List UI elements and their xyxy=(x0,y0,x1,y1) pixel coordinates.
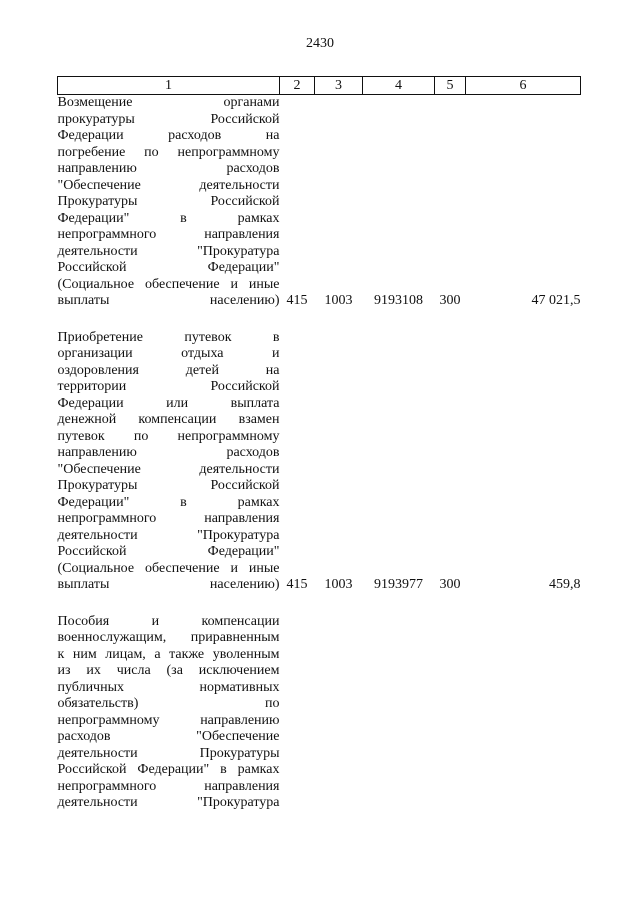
description-line: (Социальное обеспечение и иные xyxy=(57,276,280,292)
row-ministry-code: 415 xyxy=(286,293,308,308)
description-line: "Обеспечение деятельности xyxy=(57,461,280,477)
description-line: Федерации" в рамках xyxy=(57,210,280,226)
description-line: выплаты населению) xyxy=(57,293,280,308)
description-line: прокуратуры Российской xyxy=(57,111,280,127)
column-header-expense-type: 5 xyxy=(435,77,466,95)
budget-table xyxy=(57,76,581,812)
row-target-code: 9193977 xyxy=(374,577,423,592)
row-description xyxy=(58,614,280,812)
description-line: "Обеспечение деятельности xyxy=(57,177,280,193)
table-row xyxy=(58,95,581,330)
row-section-code xyxy=(315,614,363,812)
description-line: Прокуратуры Российской xyxy=(57,478,280,493)
row-description xyxy=(58,95,280,330)
column-header-section: 3 xyxy=(315,77,363,95)
row-amount: 459,8 xyxy=(549,577,581,592)
description-line: организации отдыха и xyxy=(57,346,280,361)
description-line: погребение по непрограммному xyxy=(57,144,280,160)
row-ministry-code: 415 xyxy=(286,577,308,592)
description-line: Федерации" в рамках xyxy=(57,494,280,510)
description-line: Приобретение путевок в xyxy=(57,329,280,345)
description-line: (Социальное обеспечение и иные xyxy=(57,560,280,576)
table-row xyxy=(58,330,581,614)
description-line: из их числа (за исключением xyxy=(57,663,280,678)
description-line: оздоровления детей на xyxy=(57,362,280,378)
description-line: обязательств) по xyxy=(57,696,280,711)
description-line: Российской Федерации" в рамках xyxy=(57,762,280,777)
description-line: территории Российской xyxy=(57,379,280,394)
description-line: Прокуратуры Российской xyxy=(57,194,280,209)
description-line: непрограммного направления xyxy=(57,778,280,794)
row-section-code: 1003 xyxy=(324,577,353,592)
description-line: Федерации или выплата xyxy=(57,395,280,411)
description-line: военнослужащим, приравненным xyxy=(57,630,280,645)
description-line: публичных нормативных xyxy=(57,679,280,695)
row-amount xyxy=(466,614,581,812)
description-line: денежной компенсации взамен xyxy=(57,412,280,427)
description-line: направлению расходов xyxy=(57,445,280,460)
row-section-code: 1003 xyxy=(324,293,353,308)
description-line: деятельности "Прокуратура xyxy=(57,795,280,810)
description-line: деятельности Прокуратуры xyxy=(57,745,280,761)
description-line: к ним лицам, а также уволенным xyxy=(57,646,280,662)
description-line: деятельности "Прокуратура xyxy=(57,243,280,259)
description-line: Российской Федерации" xyxy=(57,260,280,275)
description-line: путевок по непрограммному xyxy=(57,428,280,444)
row-target-code: 9193108 xyxy=(374,293,423,308)
description-line: деятельности "Прокуратура xyxy=(57,527,280,543)
description-line: Возмещение органами xyxy=(57,95,280,110)
row-expense-type-code: 300 xyxy=(439,293,461,308)
row-expense-type-code xyxy=(435,614,466,812)
column-header-description: 1 xyxy=(58,77,280,95)
row-amount: 47 021,5 xyxy=(531,293,581,308)
row-ministry-code xyxy=(280,614,315,812)
description-line: непрограммного направления xyxy=(57,227,280,242)
page-number: 2430 xyxy=(306,36,334,51)
description-line: направлению расходов xyxy=(57,161,280,176)
description-line: выплаты населению) xyxy=(57,577,280,592)
description-line: Российской Федерации" xyxy=(57,544,280,559)
column-header-amount: 6 xyxy=(466,77,581,95)
description-line: непрограммного направления xyxy=(57,511,280,526)
column-header-row xyxy=(58,77,581,95)
table-row xyxy=(58,614,581,812)
row-expense-type-code: 300 xyxy=(439,577,461,592)
description-line: непрограммному направлению xyxy=(57,712,280,728)
column-header-ministry: 2 xyxy=(280,77,315,95)
row-description xyxy=(58,330,280,614)
column-header-target: 4 xyxy=(363,77,435,95)
row-target-code xyxy=(363,614,435,812)
description-line: Пособия и компенсации xyxy=(57,613,280,629)
description-line: Федерации расходов на xyxy=(57,128,280,143)
description-line: расходов "Обеспечение xyxy=(57,729,280,744)
